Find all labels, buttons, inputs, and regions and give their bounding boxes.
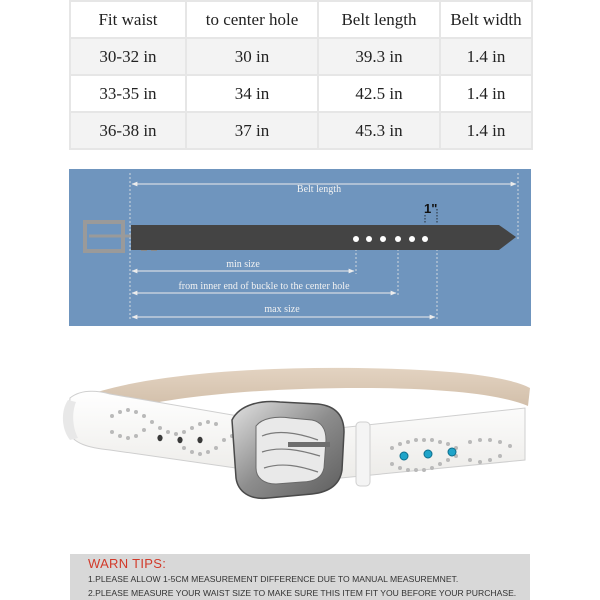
table-header-row [70, 1, 532, 38]
hole-spacing-label: 1" [424, 201, 438, 216]
strap-keeper [356, 422, 370, 486]
belt-product-photo [0, 360, 600, 550]
table-cell: 1.4 in [440, 75, 532, 112]
warn-line: 2.PLEASE MEASURE YOUR WAIST SIZE TO MAKE SURE THIS ITEM FIT YOU BEFORE YOUR PURCHASE. [88, 588, 517, 598]
table-row [70, 112, 532, 149]
header-belt-width: Belt width [440, 1, 532, 38]
western-buckle [232, 402, 344, 499]
warn-title: WARN TIPS: [88, 556, 167, 571]
table-cell: 42.5 in [318, 75, 440, 112]
belt-measurement-diagram [69, 169, 531, 326]
max-size-label: max size [264, 304, 300, 315]
size-table [69, 0, 533, 150]
table-cell: 1.4 in [440, 112, 532, 149]
table-cell: 34 in [186, 75, 318, 112]
table-cell: 30 in [186, 38, 318, 75]
table-cell: 37 in [186, 112, 318, 149]
table-cell: 39.3 in [318, 38, 440, 75]
table-cell: 1.4 in [440, 38, 532, 75]
table-cell: 36-38 in [70, 112, 186, 149]
header-belt-length: Belt length [318, 1, 440, 38]
belt-strap [131, 225, 516, 250]
table-cell: 30-32 in [70, 38, 186, 75]
table-cell: 33-35 in [70, 75, 186, 112]
header-center-hole: to center hole [186, 1, 318, 38]
warn-line: 1.PLEASE ALLOW 1-5CM MEASUREMENT DIFFERENCE DUE TO MANUAL MEASUREMNET. [88, 574, 459, 584]
belt-length-label: Belt length [296, 184, 342, 195]
table-row [70, 75, 532, 112]
table-cell: 45.3 in [318, 112, 440, 149]
belt-illustration [0, 360, 600, 550]
warn-tips-box [70, 554, 530, 600]
header-fit-waist: Fit waist [70, 1, 186, 38]
min-size-label: min size [226, 259, 260, 270]
table-row [70, 38, 532, 75]
center-hole-label: from inner end of buckle to the center hole [178, 281, 350, 292]
